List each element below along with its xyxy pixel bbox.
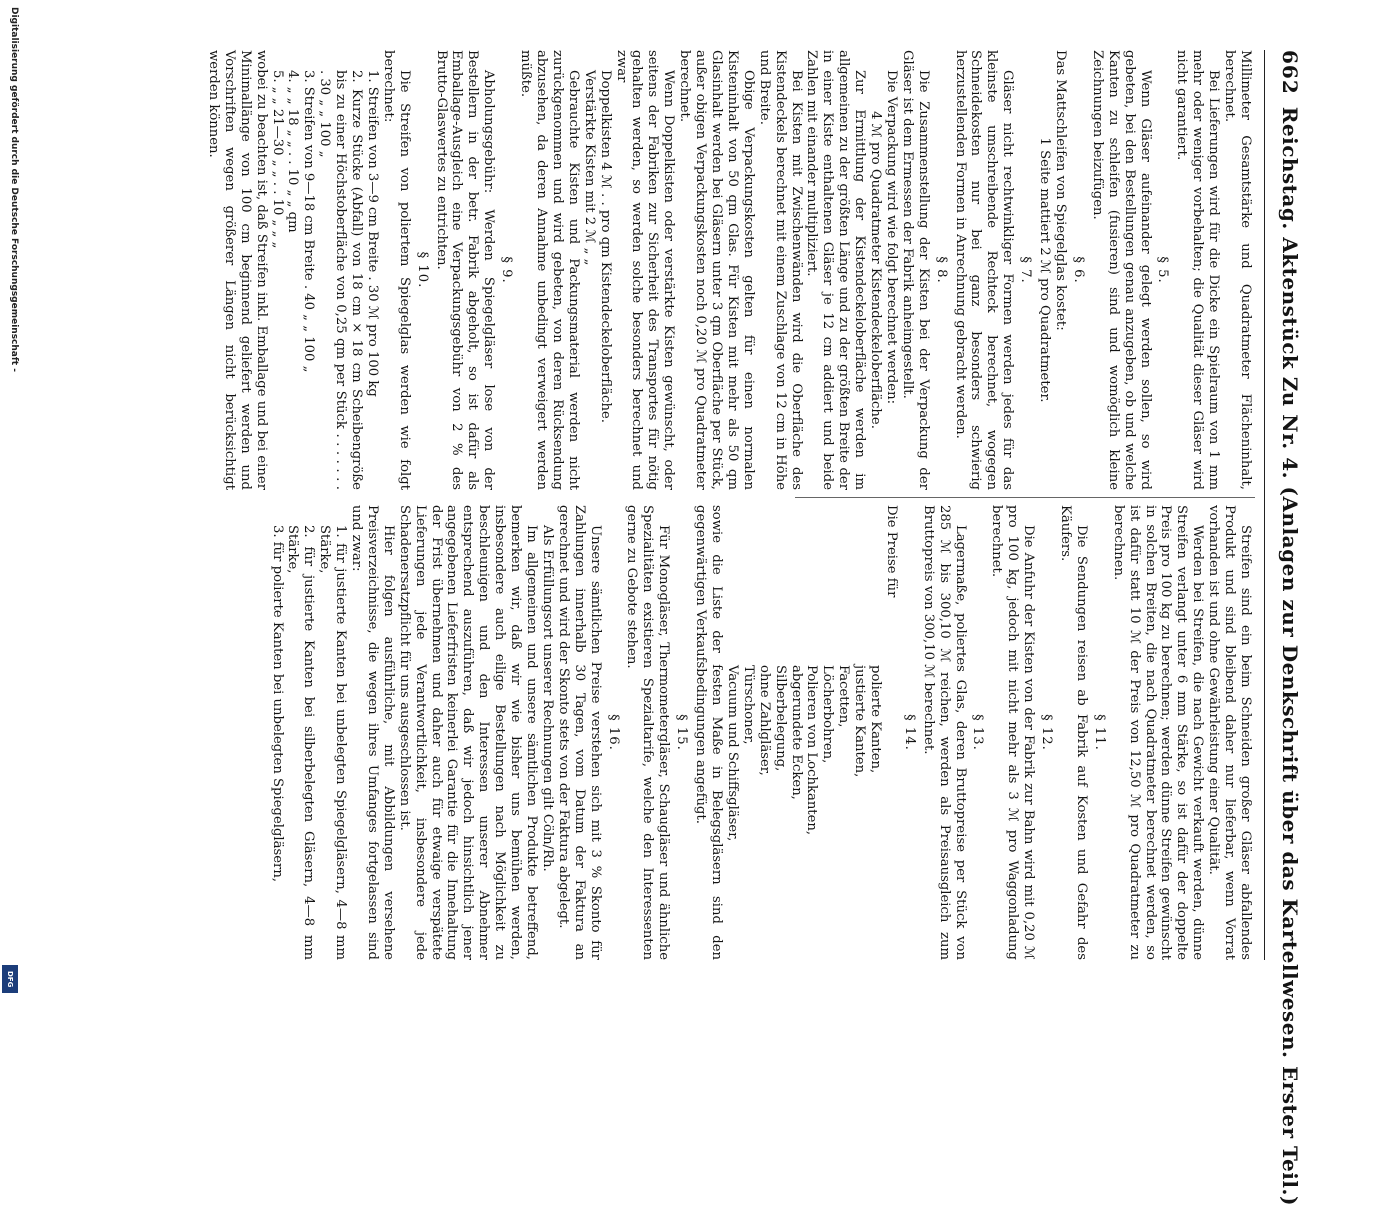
paragraph: Lagermaße, poliertes Glas, deren Bruttopreise per Stück von 285 ℳ bis 300,10 ℳ reichen, werden als Preisausgleich zum Bruttopreis von 300,10 ℳ berechnet.	[920, 505, 968, 960]
paragraph: Im allgemeinen und unsere sämtlichen Produkte betreffend, bemerken wir, daß wir wie bisher uns bemühen werden, insbesondere auch eilige Bestellungen nach Möglichkeit zu beschleunigen und den Interessen unserer Abnehmer entsprechend auszuführen, daß wir jedoch hinsichtlich jener angegebenen Lieferfristen keinerlei Garantie für die Innehaltung der Frist übernehmen und daher auch für etwaige verspätete Lieferungen jede Verantwortlichkeit, insbesondere jede Schadenersatzpflicht für uns ausgeschlossen ist.	[396, 505, 540, 960]
list-item: Silberbelegung,	[772, 665, 788, 772]
paragraph: Bei Lieferungen wird für die Dicke ein Spielraum von 1 mm mehr oder weniger vorbehalten; die Qualität dieser Gläser wird nicht garantiert.	[1174, 50, 1222, 490]
paragraph: Gebrauchte Kisten und Packungsmaterial werden nicht zurückgenommen und wird gebeten, von deren Rücksendung abzusehen, da deren Annahme unbedingt verweigert werden müßte.	[518, 50, 581, 490]
section-heading: § 6.	[1070, 256, 1086, 284]
section-heading: § 10.	[414, 251, 430, 289]
section-heading: § 9.	[499, 256, 515, 284]
list-item: 3. Streifen von 9—18 cm Breite . 40 „ „ 100 „	[301, 70, 317, 373]
list-item: polierte Kanten,	[868, 665, 884, 774]
paragraph: Die Sendungen reisen ab Fabrik auf Kosten und Gefahr des Käufers.	[1058, 505, 1089, 960]
paragraph: Das Mattschleifen von Spiegelglas kostet:	[1053, 50, 1069, 331]
document-page	[5, 0, 1315, 1206]
paragraph: Obige Verpackungskosten gelten für einen normalen Kisteninhalt von 50 qm Glas. Für Kisten mit mehr als 50 qm Glasinhalt werden bei Gläsern unter 3 qm Oberfläche per Stück, außer obigen Verpackungskosten noch 0,20 ℳ pro Quadratmeter berechnet.	[677, 50, 756, 490]
digitization-sidebar	[0, 0, 22, 1000]
list-item: Polieren von Lochkanten,	[804, 665, 820, 836]
right-column	[269, 505, 1253, 960]
paragraph: Als Erfüllungsort unserer Rechnungen gilt Cöln/Rh.	[539, 525, 555, 872]
list-item: ohne Zahlgläser,	[756, 665, 772, 776]
list-item: justierte Kanten,	[852, 665, 868, 778]
list-item: 3. für polierte Kanten bei unbelegten Spiegelgläsern,	[269, 525, 285, 883]
paragraph: wobei zu beachten ist, daß Streifen inkl. Emballage und bei einer Minimallänge von 100 cm beginnend geliefert werden und Vorschriften wegen größerer Längen nicht berücksichtigt werden können.	[205, 50, 269, 490]
page-title: Reichstag. Aktenstück Zu Nr. 4. (Anlagen zur Denkschrift über das Kartellwesen. Erster Teil.)	[1278, 106, 1302, 1206]
dfg-logo-icon: DFG	[2, 965, 18, 993]
page-header	[1264, 50, 1315, 1206]
list-item: Löcherbohren,	[820, 665, 836, 764]
paragraph: Streifen sind ein beim Schneiden großer Gläser abfallendes Produkt und sind bleibend daher nur lieferbar, wenn Vorrat vorhanden ist und ohne Gewährleistung einer Qualität.	[1206, 505, 1253, 960]
list-item: Facetten,	[836, 665, 852, 728]
paragraph: Abholungsgebühr: Werden Spiegelgläser lose von der Bestellern in der betr. Fabrik abgeholt, so ist dafür als Emballage-Ausgleich eine Verpackungsgebühr von 2 % des Brutto-Glaswertes zu entrichten.	[433, 50, 497, 490]
column-divider	[795, 497, 1255, 498]
paragraph: Wenn Doppelkisten oder verstärkte Kisten gewünscht, oder seitens der Fabriken zur Sicherheit des Transportes für nötig gehalten werden, so werden solche besonders berechnet und zwar	[613, 50, 677, 490]
section-heading: § 8.	[933, 256, 949, 284]
list-item: 4. „ „ 18 „ „ . . 10 „ „ qm	[285, 70, 301, 233]
section-heading: § 13.	[970, 714, 986, 751]
list-item: 1. für justierte Kanten bei unbelegten Spiegelgläsern, 4—8 mm Stärke,	[317, 525, 349, 960]
section-heading: § 15.	[674, 714, 690, 751]
paragraph: Doppelkisten 4 ℳ . . pro qm Kistendeckeloberfläche.	[597, 70, 613, 423]
page-number: 662	[1278, 50, 1302, 95]
centered-line: 4 ℳ pro Quadratmeter Kistendeckeloberfläche.	[868, 111, 884, 429]
paragraph: Hier folgen ausführliche, mit Abbildungen versehene Preisverzeichnisse, die wegen ihres Umfanges fortgelassen sind und zwar:	[349, 505, 396, 960]
paragraph: Werden bei Streifen, die nach Gewicht verkauft werden, dünne Streifen verlangt unter 6 mm Stärke, so ist dafür der doppelte Preis pro 100 kg zu berechnen; werden dünne Streifen gewünscht in solchen Breiten, die nach Quadratmeter berechnet werden, so ist dafür statt 10 ℳ der Preis von 12,50 ℳ pro Quadratmeter zu berechnen.	[1110, 505, 1206, 960]
paragraph: Die Streifen von poliertem Spiegelglas werden wie folgt berechnet:	[380, 50, 412, 490]
paragraph: Wenn Gläser aufeinander gelegt werden sollen, so wird gebeten, bei den Bestellungen genau anzugeben, ob und welche Kanten zu schleifen (fusieren) sind und womöglich kleine Zeichnungen beizufügen.	[1089, 50, 1153, 490]
paragraph: Die Verpackung wird wie folgt berechnet werden:	[883, 70, 899, 405]
section-heading: § 12.	[1039, 714, 1055, 751]
paragraph: sowie die Liste der festen Maße in Belegsgläsern sind den gegenwärtigen Verkaufsbedingungen angefügt.	[693, 505, 724, 960]
list-item: 1. Streifen von 3—9 cm Breite . 30 ℳ pro 100 kg	[364, 70, 380, 397]
list-item: Türschoner,	[740, 665, 756, 745]
paragraph: Für Monogläser, Thermometergläser, Schaugläser und ähnliche Spezialitäten existieren Spezialtarife, welche den Interessenten gerne zu Gebote stehen.	[624, 505, 672, 960]
paragraph: Die Anfuhr der Kisten von der Fabrik zur Bahn wird mit 0,20 ℳ pro 100 kg, jedoch mit nicht mehr als 3 ℳ pro Waggonladung berechnet.	[989, 505, 1037, 960]
paragraph: Die Zusammenstellung der Kisten bei der Verpackung der Gläser ist dem Ermessen der Fabrik anheimgestellt.	[899, 50, 931, 490]
paragraph: Verstärkte Kisten mit 2 ℳ „ „	[581, 70, 597, 266]
centered-line: 1 Seite mattiert 2 ℳ pro Quadratmeter.	[1037, 137, 1053, 403]
paragraph: Gläser nicht rechtwinkliger Formen werden jedes für das kleinste umschreibende Rechteck berechnet, wogegen Schneidekosten nur bei ganz besonders schwierig herzustellenden Formen in Anrechnung gebracht werden.	[952, 50, 1016, 490]
digitization-credit: Digitalisierung gefördert durch die Deutsche Forschungsgemeinschaft -	[9, 7, 19, 372]
paragraph: Die Preise für	[883, 505, 899, 598]
section-heading: § 16.	[605, 714, 621, 751]
section-heading: § 11.	[1091, 714, 1107, 751]
list-item: Vacuum und Schiffsgläser,	[724, 665, 740, 842]
paragraph: Unsere sämtlichen Preise verstehen sich mit 3 % Skonto für Zahlungen innerhalb 30 Tagen, vom Datum der Faktura an gerechnet und wird der Skonto stets von der Faktura abgelegt.	[555, 505, 603, 960]
section-heading: § 14.	[901, 714, 917, 751]
list-item: 2. für justierte Kanten bei silberbelegten Gläsern, 4—8 mm Stärke,	[285, 525, 317, 960]
paragraph: Zur Ermittlung der Kistendeckeloberfläche werden im allgemeinen zu der größten Länge und zu der größten Breite der in einer Kiste enthaltenen Gläser je 12 cm addiert und beide Zahlen mit einander multipliziert.	[804, 50, 868, 490]
list-item: 2. Kurze Stücke (Abfall) von 18 cm × 18 cm Scheibengröße bis zu einer Höchstoberfläche von 0,25 qm per Stück . . . . . . . . 30 „ „ 100 „	[317, 70, 365, 490]
paragraph: Bei Kisten mit Zwischenwänden wird die Oberfläche des Kistendeckels berechnet mit einem Zuschlage von 12 cm in Höhe und Breite.	[756, 50, 804, 490]
paragraph: Millimeter Gesamtstärke und Quadratmeter Flächeninhalt, berechnet.	[1222, 50, 1253, 490]
list-item: abgerundete Ecken,	[788, 665, 804, 800]
list-item: 5. „ „ 21—30 „ „ . . 10 „ „ „	[269, 70, 285, 249]
left-column	[205, 50, 1253, 490]
section-heading: § 7.	[1018, 256, 1034, 284]
section-heading: § 5.	[1155, 256, 1171, 284]
